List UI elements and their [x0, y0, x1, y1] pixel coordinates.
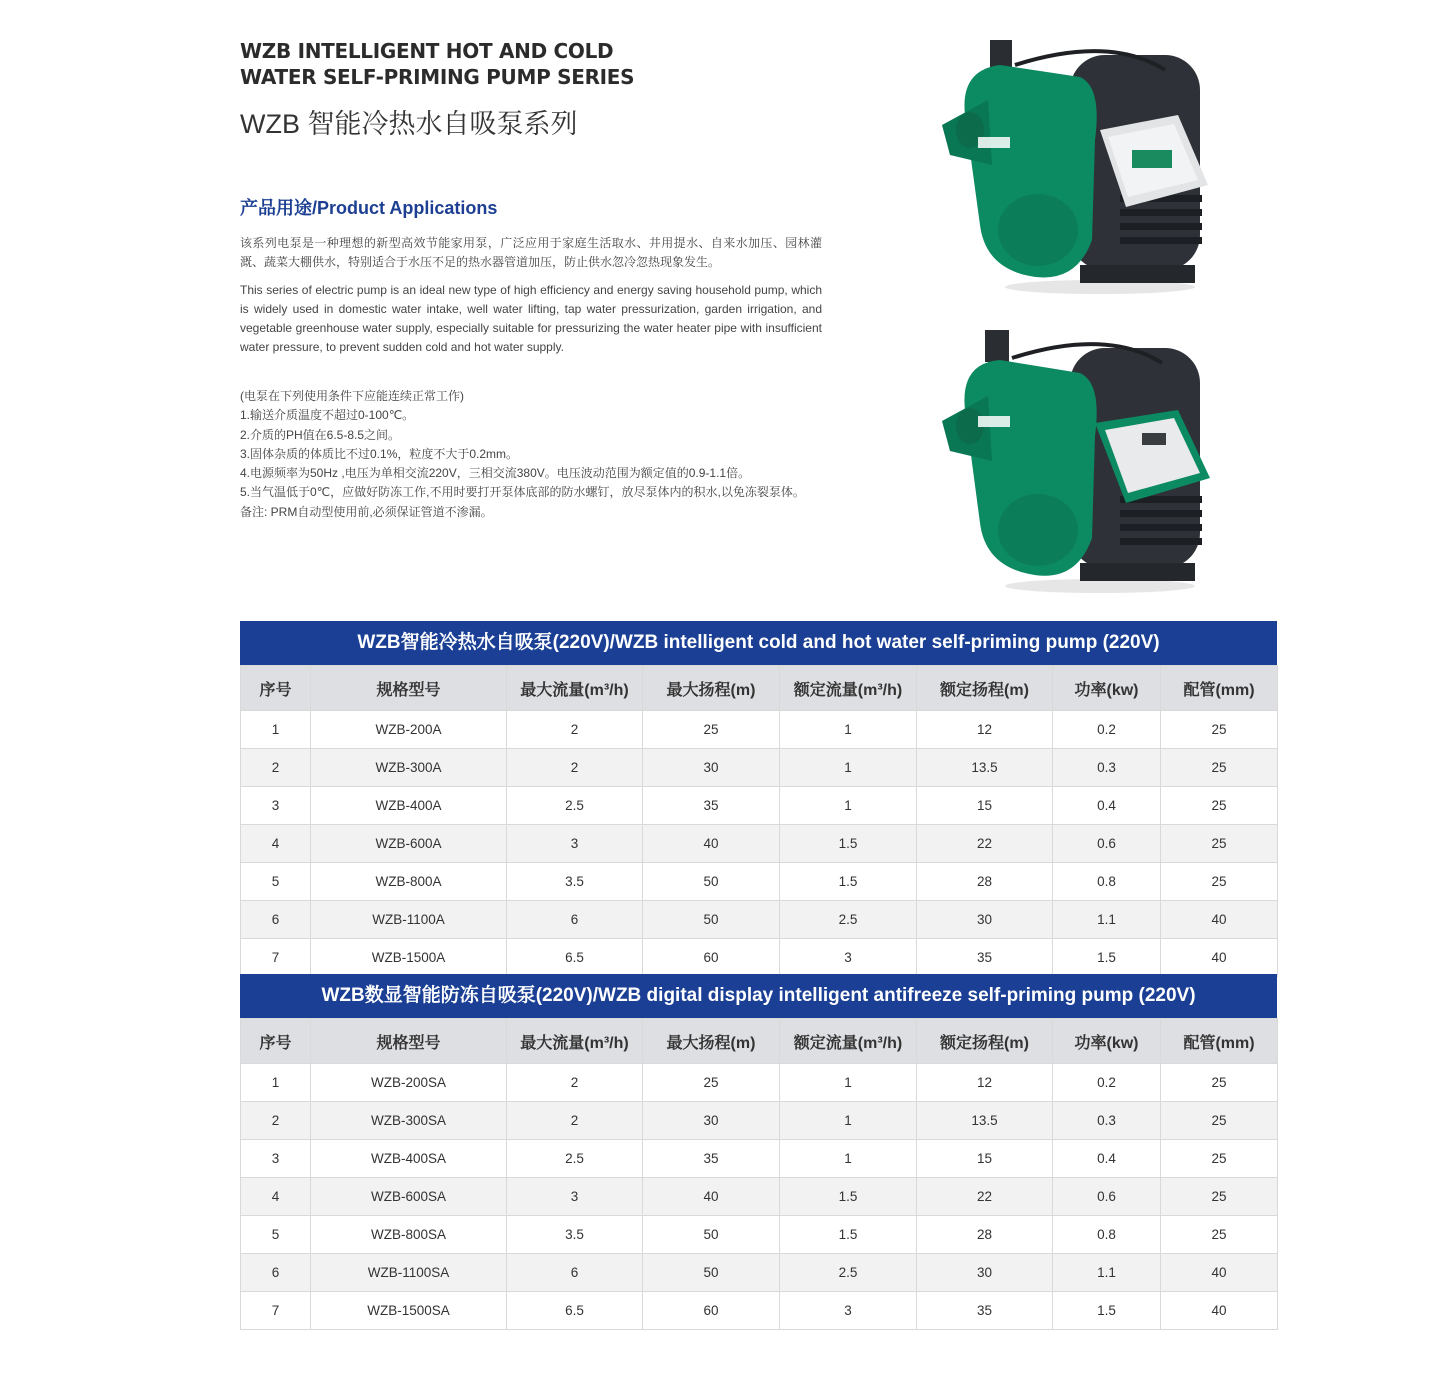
table-cell: 0.6	[1053, 1178, 1161, 1216]
table-cell: 1	[780, 1102, 917, 1140]
condition-item: 5.当气温低于0℃，应做好防冻工作,不用时要打开泵体底部的防水螺钉，放尽泵体内的积水,以免冻裂泵体。	[240, 485, 805, 500]
col-header-index: 序号	[241, 666, 311, 711]
table-cell: WZB-600A	[311, 825, 507, 863]
table-cell: 25	[1161, 863, 1278, 901]
table-cell: 3	[507, 825, 643, 863]
table-cell: 12	[917, 1064, 1053, 1102]
table-cell: WZB-200SA	[311, 1064, 507, 1102]
table-row	[241, 1216, 1278, 1254]
table-cell: 3	[241, 1140, 311, 1178]
table-cell: 50	[643, 1254, 780, 1292]
table-1	[240, 665, 1278, 977]
pump-image-bottom	[930, 318, 1220, 596]
col-header-max-flow: 最大流量(m³/h)	[507, 666, 643, 711]
table-cell: 25	[1161, 749, 1278, 787]
table-cell: 0.4	[1053, 787, 1161, 825]
table-cell: 30	[643, 749, 780, 787]
col-header-rated-head: 额定扬程(m)	[917, 1019, 1053, 1064]
table-cell: WZB-600SA	[311, 1178, 507, 1216]
table-cell: 30	[917, 1254, 1053, 1292]
table-cell: 35	[643, 787, 780, 825]
table-cell: 2	[241, 1102, 311, 1140]
table-cell: 25	[1161, 787, 1278, 825]
table-row	[241, 1140, 1278, 1178]
table-cell: 0.6	[1053, 825, 1161, 863]
table-cell: 1	[780, 711, 917, 749]
table-cell: 35	[643, 1140, 780, 1178]
table-row	[241, 787, 1278, 825]
table-1-title: WZB智能冷热水自吸泵(220V)/WZB intelligent cold and hot water self-priming pump (220V)	[240, 621, 1277, 665]
table-cell: 25	[1161, 825, 1278, 863]
table-cell: WZB-200A	[311, 711, 507, 749]
table-cell: 40	[643, 825, 780, 863]
table-header-row	[241, 666, 1278, 711]
table-header-row	[241, 1019, 1278, 1064]
table-cell: 3.5	[507, 1216, 643, 1254]
table-cell: 1.5	[780, 1178, 917, 1216]
table-cell: 30	[643, 1102, 780, 1140]
table-row	[241, 1064, 1278, 1102]
col-header-model: 规格型号	[311, 666, 507, 711]
table-cell: 3	[780, 1292, 917, 1330]
table-cell: 13.5	[917, 749, 1053, 787]
table-cell: WZB-400A	[311, 787, 507, 825]
table-2	[240, 1018, 1278, 1330]
applications-heading: 产品用途/Product Applications	[240, 198, 498, 218]
table-cell: WZB-1500SA	[311, 1292, 507, 1330]
table-cell: 5	[241, 1216, 311, 1254]
condition-item: 1.输送介质温度不超过0-100℃。	[240, 408, 415, 423]
table-row	[241, 939, 1278, 977]
table-cell: 2.5	[780, 1254, 917, 1292]
table-cell: 3.5	[507, 863, 643, 901]
spec-table-standard	[240, 621, 1277, 977]
condition-note: 备注: PRM自动型使用前,必须保证管道不渗漏。	[240, 504, 493, 519]
table-row	[241, 825, 1278, 863]
table-cell: 13.5	[917, 1102, 1053, 1140]
col-header-power: 功率(kw)	[1053, 1019, 1161, 1064]
table-cell: 25	[1161, 1140, 1278, 1178]
table-cell: 40	[1161, 1292, 1278, 1330]
table-cell: 0.3	[1053, 749, 1161, 787]
table-cell: WZB-1100A	[311, 901, 507, 939]
spec-table-digital	[240, 974, 1277, 1330]
conditions-intro: (电泵在下列使用条件下应能连续正常工作)	[240, 389, 464, 403]
table-cell: 7	[241, 1292, 311, 1330]
table-cell: 6	[507, 901, 643, 939]
table-cell: 2	[241, 749, 311, 787]
table-cell: 25	[1161, 1216, 1278, 1254]
table-cell: 1	[241, 1064, 311, 1102]
table-cell: 1.5	[780, 1216, 917, 1254]
table-cell: 2	[507, 1102, 643, 1140]
table-cell: 2	[507, 1064, 643, 1102]
table-cell: 2.5	[507, 787, 643, 825]
table-cell: 1	[780, 1140, 917, 1178]
table-cell: WZB-1500A	[311, 939, 507, 977]
col-header-max-flow: 最大流量(m³/h)	[507, 1019, 643, 1064]
table-cell: 22	[917, 1178, 1053, 1216]
table-cell: 6	[241, 901, 311, 939]
table-cell: 28	[917, 863, 1053, 901]
table-row	[241, 1254, 1278, 1292]
table-cell: 1.5	[780, 825, 917, 863]
table-cell: 3	[780, 939, 917, 977]
table-row	[241, 749, 1278, 787]
table-row	[241, 1178, 1278, 1216]
table-cell: 35	[917, 939, 1053, 977]
table-cell: 40	[1161, 1254, 1278, 1292]
table-2-title: WZB数显智能防冻自吸泵(220V)/WZB digital display intelligent antifreeze self-priming pump (220V)	[240, 974, 1277, 1018]
table-cell: 50	[643, 863, 780, 901]
table-cell: 3	[507, 1178, 643, 1216]
table-cell: 2	[507, 749, 643, 787]
condition-item: 4.电源频率为50Hz ,电压为单相交流220V，三相交流380V。电压波动范围为额定值的0.9-1.1倍。	[240, 466, 751, 481]
table-cell: 1.1	[1053, 1254, 1161, 1292]
table-cell: 0.2	[1053, 1064, 1161, 1102]
table-cell: 28	[917, 1216, 1053, 1254]
table-cell: 25	[643, 711, 780, 749]
table-cell: 15	[917, 787, 1053, 825]
table-cell: 40	[1161, 939, 1278, 977]
table-cell: 50	[643, 901, 780, 939]
table-cell: WZB-800SA	[311, 1216, 507, 1254]
table-cell: WZB-800A	[311, 863, 507, 901]
table-cell: 0.2	[1053, 711, 1161, 749]
table-cell: 1	[780, 749, 917, 787]
table-cell: WZB-1100SA	[311, 1254, 507, 1292]
col-header-rated-head: 额定扬程(m)	[917, 666, 1053, 711]
table-row	[241, 1292, 1278, 1330]
title-en-line-2: WATER SELF-PRIMING PUMP SERIES	[240, 65, 635, 89]
table-cell: 25	[643, 1064, 780, 1102]
table-cell: 6.5	[507, 939, 643, 977]
table-cell: 25	[1161, 711, 1278, 749]
table-cell: 6	[241, 1254, 311, 1292]
title-en-line-1: WZB INTELLIGENT HOT AND COLD	[240, 39, 614, 63]
table-cell: 0.8	[1053, 1216, 1161, 1254]
col-header-power: 功率(kw)	[1053, 666, 1161, 711]
table-cell: 2.5	[780, 901, 917, 939]
applications-paragraph-cn: 该系列电泵是一种理想的新型高效节能家用泵，广泛应用于家庭生活取水、井用提水、自来水加压、园林灌溉、蔬菜大棚供水，特别适合于水压不足的热水器管道加压，防止供水忽冷忽热现象发生。	[240, 236, 822, 269]
operating-conditions	[240, 387, 840, 522]
table-cell: 0.8	[1053, 863, 1161, 901]
pump-image-top	[930, 25, 1220, 297]
page-title-cn: WZB 智能冷热水自吸泵系列	[240, 109, 578, 139]
table-1-body	[241, 711, 1278, 977]
table-row	[241, 711, 1278, 749]
table-cell: 1	[780, 1064, 917, 1102]
table-cell: 6.5	[507, 1292, 643, 1330]
table-cell: 1.5	[1053, 939, 1161, 977]
condition-item: 2.介质的PH值在6.5-8.5之间。	[240, 427, 401, 442]
table-cell: 0.3	[1053, 1102, 1161, 1140]
table-cell: 12	[917, 711, 1053, 749]
table-cell: 6	[507, 1254, 643, 1292]
col-header-max-head: 最大扬程(m)	[643, 1019, 780, 1064]
table-cell: 22	[917, 825, 1053, 863]
table-cell: 40	[643, 1178, 780, 1216]
table-cell: 4	[241, 1178, 311, 1216]
table-cell: 60	[643, 1292, 780, 1330]
table-cell: WZB-300A	[311, 749, 507, 787]
table-cell: 4	[241, 825, 311, 863]
table-cell: 2.5	[507, 1140, 643, 1178]
condition-item: 3.固体杂质的体质比不过0.1%，粒度不大于0.2mm。	[240, 446, 519, 461]
table-cell: 1.5	[1053, 1292, 1161, 1330]
table-cell: 0.4	[1053, 1140, 1161, 1178]
table-2-body	[241, 1064, 1278, 1330]
col-header-pipe: 配管(mm)	[1161, 1019, 1278, 1064]
table-cell: 25	[1161, 1102, 1278, 1140]
table-cell: 1.1	[1053, 901, 1161, 939]
col-header-index: 序号	[241, 1019, 311, 1064]
table-cell: 7	[241, 939, 311, 977]
applications-paragraph-en: This series of electric pump is an ideal new type of high efficiency and energy saving household pump, which is widely used in domestic water intake, well water lifting, tap water pressurization, garden irrigation, and vegetable greenhouse water supply, especially suitable for pressurizing the water heater pipe with insufficient water pressure, to prevent sudden cold and hot water supply.	[240, 283, 822, 354]
table-cell: 35	[917, 1292, 1053, 1330]
table-cell: 25	[1161, 1064, 1278, 1102]
table-cell: 25	[1161, 1178, 1278, 1216]
table-cell: 50	[643, 1216, 780, 1254]
col-header-rated-flow: 额定流量(m³/h)	[780, 1019, 917, 1064]
table-row	[241, 863, 1278, 901]
table-cell: 40	[1161, 901, 1278, 939]
table-cell: 30	[917, 901, 1053, 939]
table-row	[241, 1102, 1278, 1140]
table-cell: 1	[780, 787, 917, 825]
page-title-en	[240, 38, 840, 90]
table-cell: 1.5	[780, 863, 917, 901]
table-cell: 60	[643, 939, 780, 977]
table-cell: 2	[507, 711, 643, 749]
table-row	[241, 901, 1278, 939]
table-cell: 5	[241, 863, 311, 901]
table-cell: WZB-300SA	[311, 1102, 507, 1140]
col-header-pipe: 配管(mm)	[1161, 666, 1278, 711]
table-cell: 3	[241, 787, 311, 825]
table-cell: 15	[917, 1140, 1053, 1178]
col-header-rated-flow: 额定流量(m³/h)	[780, 666, 917, 711]
col-header-model: 规格型号	[311, 1019, 507, 1064]
table-cell: WZB-400SA	[311, 1140, 507, 1178]
col-header-max-head: 最大扬程(m)	[643, 666, 780, 711]
table-cell: 1	[241, 711, 311, 749]
